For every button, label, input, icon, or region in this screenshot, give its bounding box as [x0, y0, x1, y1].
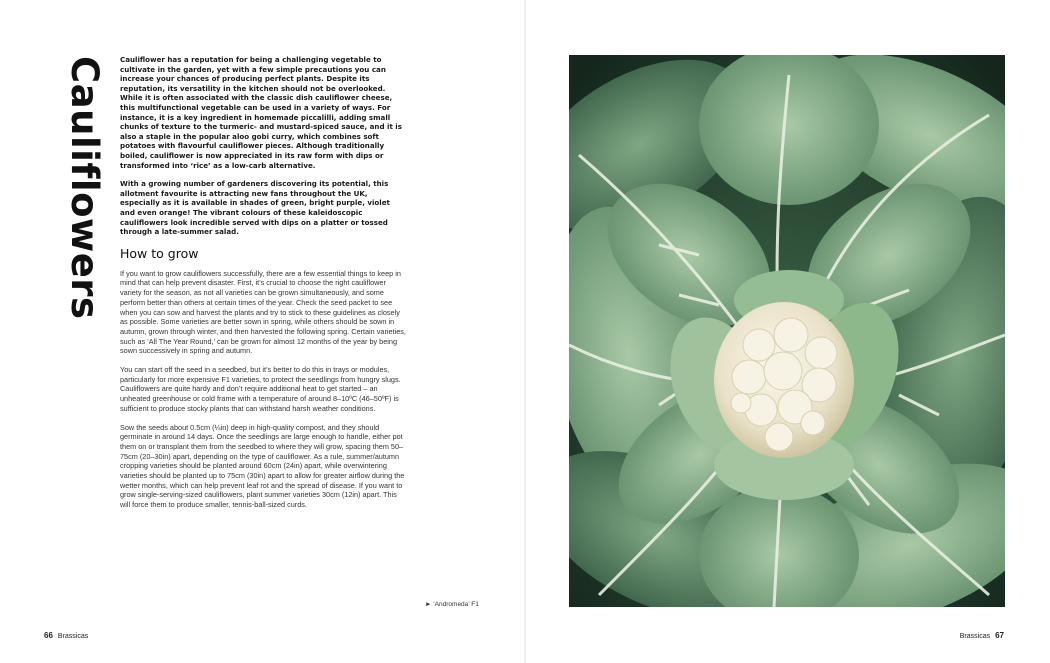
section-name-left: Brassicas — [57, 633, 89, 640]
section-name-right: Brassicas — [959, 633, 991, 640]
page-gutter — [524, 0, 526, 663]
article-text — [120, 55, 406, 519]
page-number-right: 67 — [995, 631, 1004, 640]
intro-paragraph: With a growing number of gardeners discovering its potential, this allotment favourite is attracting new fans throughout the UK, especially as it is available in shades of green, bright purple, violet and even orange! The vibrant colours of these kaleidoscopic cauliflowers look incredible served with dips on a platter or tossed through a late-summer salad. — [120, 179, 390, 237]
intro-paragraph: Cauliflower has a reputation for being a challenging vegetable to cultivate in the garden, yet with a few simple precautions you can increase your chances of producing perfect plants. Despite its reputation, its versatility in the kitchen should not be overlooked. While it is often associated with the classic dish cauliflower cheese, this multifunctional vegetable can be used in a variety of ways. For instance, it is a key ingredient in homemade piccalilli, adding small chunks of texture to the turmeric- and mustard-spiced sauce, and it is also a staple in the popular aloo gobi curry, which combines soft potatoes with flavourful cauliflower pieces. Although traditionally boiled, cauliflower is now appreciated in its raw form with dips or transformed into ‘rice’ as a low-carb alternative. — [120, 55, 402, 170]
folio-right — [960, 631, 1004, 640]
body-paragraph: Sow the seeds about 0.5cm (¼in) deep in high-quality compost, and they should germinate in around 14 days. Once the seedlings are large enough to handle, either pot them on or transplant them from the seedbed to where they will grow, spacing them 50–75cm (20–30in) apart, depending on the type of cauliflower. As a rule, summer/autumn cropping varieties should be planted around 60cm (24in) apart, while overwintering varieties should be planted up to 75cm (30in) apart to allow for greater airflow during the wetter months, which can help prevent leaf rot and the spread of disease. If you want to grow single-serving-sized cauliflowers, plant summer varieties 30cm (12in) apart. This will force them to produce smaller, tennis-ball-sized curds. — [120, 422, 405, 510]
cauliflower-illustration — [569, 55, 1005, 607]
cauliflower-curd — [714, 302, 854, 458]
spread-title-text: Cauliflowers — [63, 56, 106, 320]
page-number-left: 66 — [44, 631, 53, 640]
body-paragraph: If you want to grow cauliflowers successfully, there are a few essential things to keep in mind that can help prevent disaster. First, it’s crucial to choose the right cauliflower variety for the season, as not all varieties can be grown simultaneously, and some perform better than others at certain times of the year. Check the seed packet to see when you can sow and harvest the plants and try to stick to these guidelines as closely as possible. Some varieties are better sown in spring, while others should be sown in autumn, grown through winter, and then harvested the following spring. Certain varieties, such as ‘All The Year Round,’ can be grown for almost 12 months of the year by being sown successively in spring and autumn. — [120, 268, 406, 356]
body-paragraph: You can start off the seed in a seedbed, but it’s better to do this in trays or modules, particularly for more expensive F1 varieties, to protect the seedlings from hungry slugs. Cauliflowers are quite hardy and don’t require additional heat to get started – an unheated greenhouse or cold frame with a temperature of around 8–10ºC (46–50ºF) is sufficient to produce stocky plants that can withstand harsh weather conditions. — [120, 365, 401, 413]
cauliflower-photo — [569, 55, 1005, 607]
photo-caption: ► ‘Andromeda’ F1 — [425, 601, 479, 608]
section-heading: How to grow — [120, 245, 199, 261]
folio-left — [44, 631, 88, 640]
spread-title — [63, 56, 106, 320]
